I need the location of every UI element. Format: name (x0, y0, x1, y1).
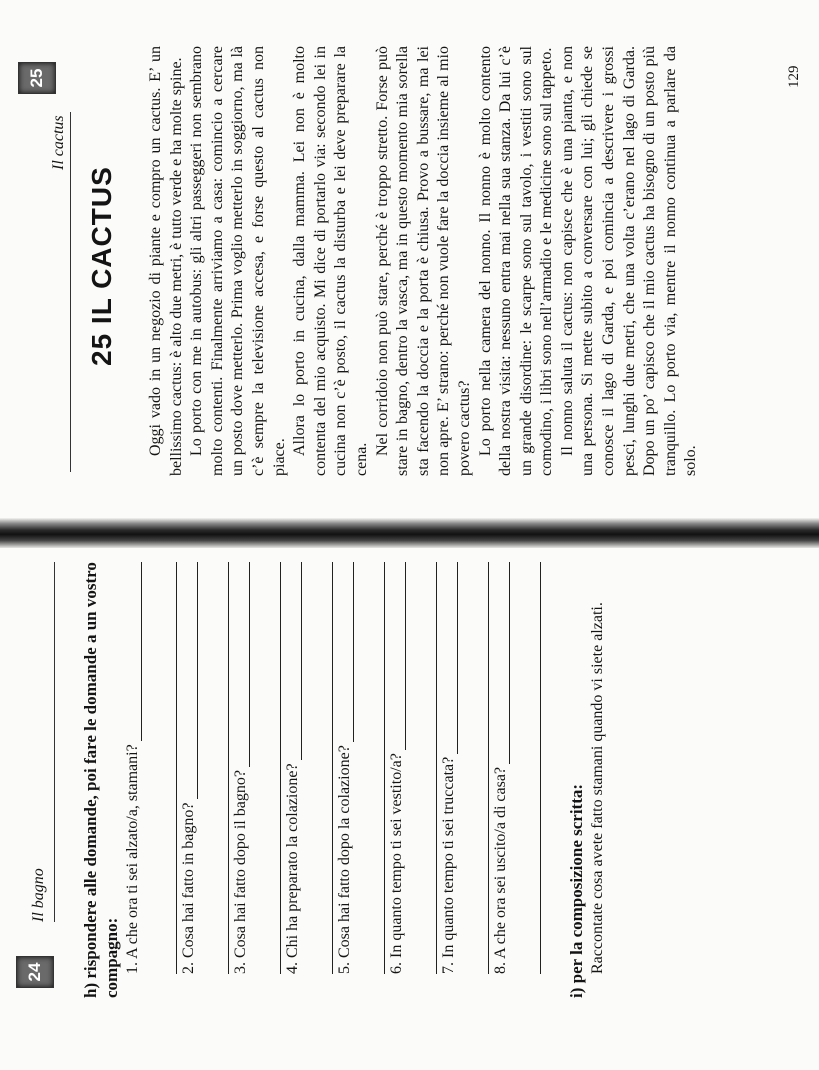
section-i-letter: i) (567, 987, 586, 998)
header-rule (70, 112, 71, 472)
story-paragraph: Allora lo porto in cucina, dalla mamma. Lei non è molto contenta del mio acquisto. Mi dice di portarlo via: secondo lei in cucina non c’è posto, il cactus la disturba e lei deve preparare la cena. (291, 46, 370, 476)
question-4: 4. Chi ha preparato la colazione? (284, 562, 302, 974)
story-paragraph: Oggi vado in un negozio di piante e compro un cactus. E’ un bellissimo cactus: è alto due metri, è tutto verde e ha molte spine. (147, 46, 185, 476)
folio-number: 129 (786, 65, 802, 88)
page-number-tab: 25 (18, 62, 56, 94)
story-paragraph: Lo porto con me in autobus: gli altri passeggeri non sembrano molto contenti. Finalmente arriviamo a casa: comincio a cercare un posto dove metterlo. Prima voglio metterlo in soggiorno, ma là c’è sempre la televisione accesa, e forse questo al cactus non piace. (188, 46, 288, 476)
story-paragraph: Il nonno saluta il cactus: non capisce che è una pianta, e non una persona. Si mette subito a conversare con lui; gli chiede se conosce il lago di Garda, e poi comincia a descrivere i grossi pesci, lunghi due metri, che una volta c’erano nel lago di Garda. Dopo un po’ capisco che il mio cactus ha bisogno di un posto più tranquillo. Lo porto via, mentre il nonno continua a parlare da solo. (558, 46, 700, 476)
section-h-text: rispondere alle domande, poi fare le domande a un vostro compagno: (81, 562, 121, 998)
section-i-text: per la composizione scritta: (567, 783, 586, 984)
section-i-prompt: Raccontate cosa avete fatto stamani quando vi siete alzati. (589, 602, 606, 974)
question-7: 7. In quanto tempo ti sei truccata? (440, 562, 458, 974)
story-title: 25 IL CACTUS (86, 166, 117, 366)
page-number-tab: 24 (16, 956, 54, 988)
story-paragraph: Lo porto nella camera del nonno. Il nonno è molto contento della nostra visita: nessuno entra mai nella sua stanza. Da lui c’è un grande disordine: le scarpe sono sul tavolo, i vestiti sono sul comodino, i libri sono nell’armadio e le medicine sono sul tappeto. (476, 46, 556, 476)
question-5: 5. Cosa hai fatto dopo la colazione? (336, 562, 354, 974)
question-3: 3. Cosa hai fatto dopo il bagno? (232, 562, 250, 974)
question-6: 6. In quanto tempo ti sei vestito/a? (388, 562, 406, 974)
running-head: Il bagno (30, 868, 47, 922)
running-head: Il cactus (50, 115, 67, 170)
book-spine-shadow (0, 518, 819, 548)
section-h-letter: h) (81, 982, 100, 998)
question-2: 2. Cosa hai fatto in bagno? (180, 562, 198, 974)
question-8: 8. A che ora sei uscito/a di casa? (492, 562, 510, 974)
story-text (146, 46, 702, 476)
question-1: 1. A che ora ti sei alzato/a, stamani? (124, 562, 142, 974)
story-paragraph: Nel corridoio non può stare, perché è troppo stretto. Forse può stare in bagno, dentro la vasca, ma in questo momento mia sorella sta facendo la doccia e la porta è chiusa. Provo a bussare, ma lei non apre. E’ strano: perché non vuole fare la doccia insieme al mio povero cactus? (373, 46, 473, 476)
